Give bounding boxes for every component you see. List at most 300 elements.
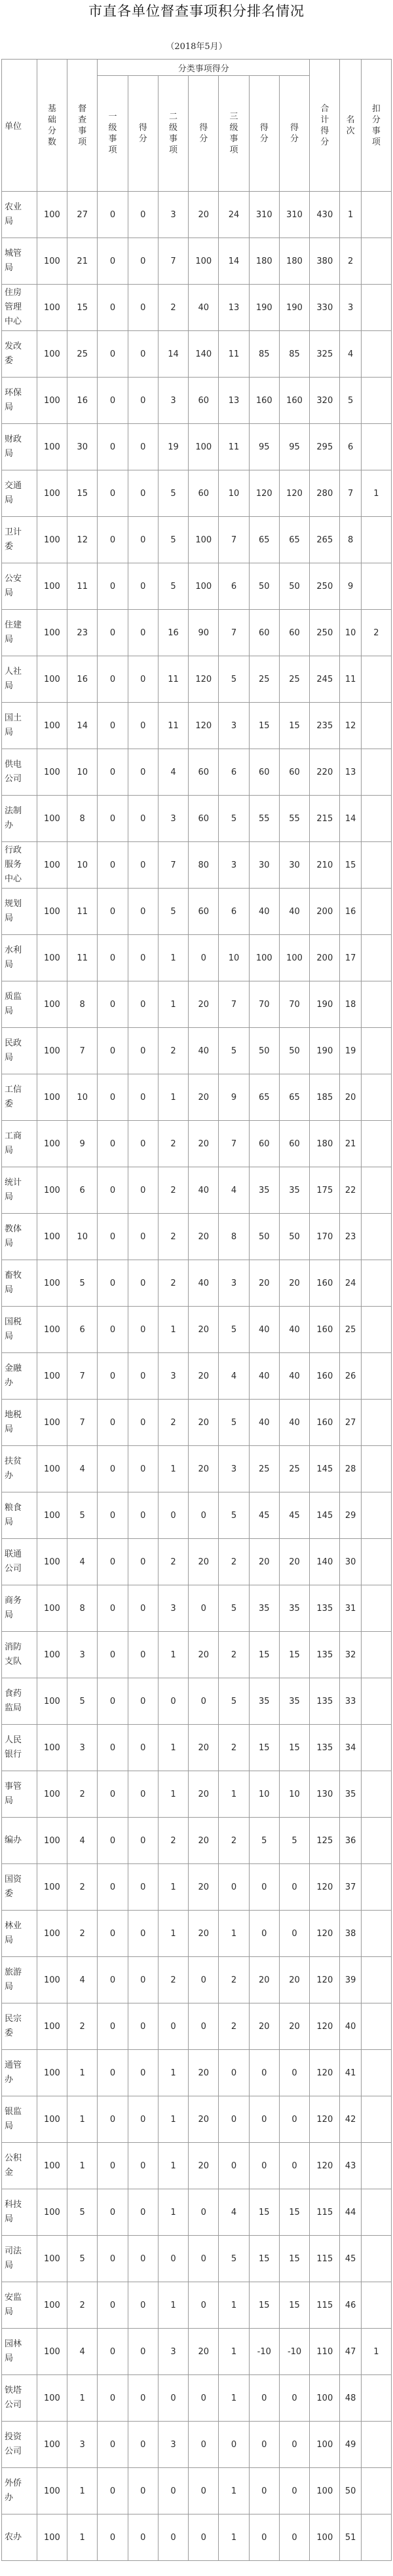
task-count-cell: 1 <box>67 2468 98 2514</box>
level1-items-cell: 0 <box>98 1028 128 1074</box>
subtotal-score-cell: 35 <box>279 1585 309 1632</box>
task-count-cell: 11 <box>67 563 98 610</box>
level1-items-cell: 0 <box>98 703 128 749</box>
level2-score-cell: 60 <box>189 796 219 842</box>
rank-cell: 17 <box>340 935 361 981</box>
level1-items-cell: 0 <box>98 1353 128 1400</box>
base-score-cell: 100 <box>37 1678 67 1725</box>
total-score-cell: 135 <box>310 1725 340 1771</box>
table-row <box>2 1307 392 1353</box>
base-score-cell: 100 <box>37 563 67 610</box>
rank-cell: 14 <box>340 796 361 842</box>
subtotal-score-cell: 0 <box>279 2143 309 2189</box>
level1-score-cell: 0 <box>128 1260 158 1307</box>
level3-score-cell: -10 <box>249 2329 279 2375</box>
base-score-cell: 100 <box>37 2189 67 2236</box>
level2-score-header: 得分 <box>189 76 219 192</box>
table-row <box>2 1167 392 1214</box>
subtotal-score-cell: 0 <box>279 2096 309 2143</box>
level2-score-cell: 20 <box>189 2096 219 2143</box>
level3-items-cell: 10 <box>219 470 249 517</box>
level3-items-cell: 4 <box>219 1353 249 1400</box>
level3-items-cell: 1 <box>219 2514 249 2561</box>
table-row <box>2 285 392 331</box>
total-score-cell: 265 <box>310 517 340 563</box>
level3-items-cell: 13 <box>219 378 249 424</box>
deduction-cell <box>361 1353 391 1400</box>
level3-items-cell: 1 <box>219 2468 249 2514</box>
task-count-cell: 1 <box>67 2514 98 2561</box>
task-count-cell: 8 <box>67 981 98 1028</box>
task-count-cell: 1 <box>67 2050 98 2096</box>
level1-items-cell: 0 <box>98 1864 128 1911</box>
rank-header: 名次 <box>340 60 361 192</box>
level1-score-cell: 0 <box>128 1818 158 1864</box>
table-row <box>2 935 392 981</box>
level1-score-cell: 0 <box>128 2375 158 2422</box>
unit-cell: 金融办 <box>2 1353 37 1400</box>
level3-score-cell: 0 <box>249 2468 279 2514</box>
deduction-cell <box>361 1214 391 1260</box>
task-count-cell: 2 <box>67 2282 98 2329</box>
level1-score-cell: 0 <box>128 1167 158 1214</box>
level3-score-cell: 40 <box>249 1353 279 1400</box>
rank-cell: 33 <box>340 1678 361 1725</box>
unit-cell: 卫计委 <box>2 517 37 563</box>
level1-items-cell: 0 <box>98 1539 128 1585</box>
level2-items-cell: 11 <box>158 656 188 703</box>
task-count-cell: 16 <box>67 656 98 703</box>
deduction-cell <box>361 2468 391 2514</box>
deduction-cell <box>361 1492 391 1539</box>
level2-items-cell: 3 <box>158 192 188 238</box>
total-score-cell: 190 <box>310 1028 340 1074</box>
deduction-cell <box>361 796 391 842</box>
level3-score-cell: 25 <box>249 1446 279 1492</box>
subtotal-score-cell: 60 <box>279 749 309 796</box>
level1-score-cell: 0 <box>128 563 158 610</box>
subtotal-score-cell: 70 <box>279 981 309 1028</box>
total-score-cell: 100 <box>310 2422 340 2468</box>
level3-items-cell: 5 <box>219 1678 249 1725</box>
subtotal-score-cell: 0 <box>279 1864 309 1911</box>
task-count-cell: 25 <box>67 331 98 378</box>
base-score-cell: 100 <box>37 2096 67 2143</box>
deduction-cell <box>361 1400 391 1446</box>
table-row <box>2 424 392 470</box>
total-score-cell: 220 <box>310 749 340 796</box>
unit-cell: 消防支队 <box>2 1632 37 1678</box>
level2-items-cell: 16 <box>158 610 188 656</box>
unit-cell: 外侨办 <box>2 2468 37 2514</box>
level1-items-cell: 0 <box>98 889 128 935</box>
base-score-cell: 100 <box>37 1492 67 1539</box>
level3-items-cell: 3 <box>219 1446 249 1492</box>
unit-cell: 工信委 <box>2 1074 37 1121</box>
subtotal-score-cell: 120 <box>279 470 309 517</box>
base-score-cell: 100 <box>37 1585 67 1632</box>
level1-items-cell: 0 <box>98 1260 128 1307</box>
rank-cell: 38 <box>340 1911 361 1957</box>
task-count-cell: 11 <box>67 889 98 935</box>
rank-cell: 42 <box>340 2096 361 2143</box>
unit-cell: 质监局 <box>2 981 37 1028</box>
level1-score-cell: 0 <box>128 1492 158 1539</box>
subtotal-score-cell: 10 <box>279 1771 309 1818</box>
level1-items-cell: 0 <box>98 424 128 470</box>
level2-items-cell: 11 <box>158 703 188 749</box>
level3-score-cell: 100 <box>249 935 279 981</box>
unit-cell: 安监局 <box>2 2282 37 2329</box>
total-score-cell: 380 <box>310 238 340 285</box>
level1-items-cell: 0 <box>98 1492 128 1539</box>
table-row <box>2 2143 392 2189</box>
base-score-cell: 100 <box>37 1121 67 1167</box>
unit-cell: 国税局 <box>2 1307 37 1353</box>
table-row <box>2 1400 392 1446</box>
subtotal-score-cell: 50 <box>279 1214 309 1260</box>
level1-items-cell: 0 <box>98 2050 128 2096</box>
deduction-cell <box>361 2189 391 2236</box>
level3-items-cell: 5 <box>219 2236 249 2282</box>
level2-score-cell: 100 <box>189 424 219 470</box>
task-count-cell: 1 <box>67 2143 98 2189</box>
level2-score-cell: 100 <box>189 563 219 610</box>
level1-score-cell: 0 <box>128 2003 158 2050</box>
total-score-cell: 250 <box>310 610 340 656</box>
base-score-cell: 100 <box>37 935 67 981</box>
level3-score-cell: 0 <box>249 2050 279 2096</box>
level1-items-cell: 0 <box>98 2514 128 2561</box>
level2-items-cell: 1 <box>158 2096 188 2143</box>
rank-cell: 11 <box>340 656 361 703</box>
total-score-cell: 120 <box>310 2003 340 2050</box>
base-score-cell: 100 <box>37 1028 67 1074</box>
unit-cell: 水利局 <box>2 935 37 981</box>
level1-score-cell: 0 <box>128 1911 158 1957</box>
level3-score-cell: 35 <box>249 1678 279 1725</box>
total-score-cell: 135 <box>310 1632 340 1678</box>
level1-score-cell: 0 <box>128 610 158 656</box>
total-score-cell: 160 <box>310 1353 340 1400</box>
level1-items-cell: 0 <box>98 2329 128 2375</box>
rank-cell: 32 <box>340 1632 361 1678</box>
level1-score-cell: 0 <box>128 285 158 331</box>
level2-items-cell: 4 <box>158 749 188 796</box>
level1-items-cell: 0 <box>98 2236 128 2282</box>
subtotal-score-cell: 15 <box>279 2282 309 2329</box>
total-score-cell: 115 <box>310 2236 340 2282</box>
rank-cell: 43 <box>340 2143 361 2189</box>
table-row <box>2 2282 392 2329</box>
task-count-cell: 4 <box>67 2329 98 2375</box>
base-score-header: 基础分数 <box>37 60 67 192</box>
subtotal-score-cell: 60 <box>279 1121 309 1167</box>
level1-items-cell: 0 <box>98 238 128 285</box>
deduction-cell <box>361 703 391 749</box>
total-score-cell: 115 <box>310 2189 340 2236</box>
base-score-cell: 100 <box>37 656 67 703</box>
subtotal-score-cell: 15 <box>279 703 309 749</box>
deduction-cell <box>361 1028 391 1074</box>
level1-score-cell: 0 <box>128 889 158 935</box>
level1-items-cell: 0 <box>98 517 128 563</box>
level3-score-cell: 15 <box>249 1632 279 1678</box>
rank-cell: 40 <box>340 2003 361 2050</box>
level2-items-cell: 2 <box>158 1260 188 1307</box>
deduction-cell <box>361 1260 391 1307</box>
unit-cell: 投资公司 <box>2 2422 37 2468</box>
table-row <box>2 1632 392 1678</box>
unit-cell: 银监局 <box>2 2096 37 2143</box>
level3-score-cell: 25 <box>249 656 279 703</box>
level3-score-cell: 20 <box>249 1539 279 1585</box>
subtotal-score-cell: 15 <box>279 2189 309 2236</box>
level1-items-cell: 0 <box>98 656 128 703</box>
total-score-cell: 235 <box>310 703 340 749</box>
level3-score-cell: 50 <box>249 563 279 610</box>
unit-cell: 司法局 <box>2 2236 37 2282</box>
unit-cell: 供电公司 <box>2 749 37 796</box>
total-score-cell: 120 <box>310 2096 340 2143</box>
level1-items-cell: 0 <box>98 935 128 981</box>
task-count-cell: 8 <box>67 796 98 842</box>
task-count-cell: 6 <box>67 1167 98 1214</box>
rank-cell: 13 <box>340 749 361 796</box>
level2-score-cell: 0 <box>189 2514 219 2561</box>
table-row <box>2 378 392 424</box>
level3-items-cell: 11 <box>219 331 249 378</box>
level2-items-cell: 0 <box>158 2468 188 2514</box>
unit-cell: 农业局 <box>2 192 37 238</box>
rank-cell: 22 <box>340 1167 361 1214</box>
level1-score-cell: 0 <box>128 1678 158 1725</box>
level1-score-cell: 0 <box>128 1771 158 1818</box>
subtotal-score-cell: 85 <box>279 331 309 378</box>
base-score-cell: 100 <box>37 2003 67 2050</box>
level2-score-cell: 20 <box>189 1214 219 1260</box>
level2-items-cell: 1 <box>158 1632 188 1678</box>
level2-items-cell: 19 <box>158 424 188 470</box>
deduction-cell: 2 <box>361 610 391 656</box>
level2-score-cell: 0 <box>189 1678 219 1725</box>
level3-items-cell: 5 <box>219 796 249 842</box>
task-count-cell: 5 <box>67 2236 98 2282</box>
level3-items-cell: 7 <box>219 981 249 1028</box>
deduction-cell <box>361 1678 391 1725</box>
base-score-cell: 100 <box>37 1446 67 1492</box>
subtotal-score-cell: 40 <box>279 1307 309 1353</box>
deduction-cell <box>361 1167 391 1214</box>
level3-score-cell: 65 <box>249 517 279 563</box>
level2-items-cell: 1 <box>158 1307 188 1353</box>
task-count-cell: 2 <box>67 1864 98 1911</box>
level2-items-cell: 2 <box>158 1121 188 1167</box>
level1-score-cell: 0 <box>128 1957 158 2003</box>
total-score-cell: 330 <box>310 285 340 331</box>
level2-items-cell: 1 <box>158 2143 188 2189</box>
task-count-cell: 6 <box>67 1307 98 1353</box>
level1-score-cell: 0 <box>128 749 158 796</box>
level3-score-cell: 35 <box>249 1167 279 1214</box>
table-row <box>2 656 392 703</box>
level2-items-cell: 1 <box>158 1771 188 1818</box>
level2-items-cell: 0 <box>158 2003 188 2050</box>
level2-score-cell: 20 <box>189 1818 219 1864</box>
base-score-cell: 100 <box>37 1074 67 1121</box>
total-score-header: 合计得分 <box>310 60 340 192</box>
level2-items-cell: 3 <box>158 796 188 842</box>
task-count-cell: 7 <box>67 1028 98 1074</box>
level1-items-cell: 0 <box>98 378 128 424</box>
level2-score-cell: 20 <box>189 1400 219 1446</box>
level2-score-cell: 20 <box>189 1911 219 1957</box>
subtotal-score-cell: 55 <box>279 796 309 842</box>
deduction-cell <box>361 1074 391 1121</box>
table-row <box>2 842 392 889</box>
total-score-cell: 210 <box>310 842 340 889</box>
level3-items-cell: 2 <box>219 1632 249 1678</box>
deduction-cell <box>361 2422 391 2468</box>
rank-cell: 5 <box>340 378 361 424</box>
unit-cell: 国资委 <box>2 1864 37 1911</box>
level3-score-cell: 160 <box>249 378 279 424</box>
level1-score-cell: 0 <box>128 331 158 378</box>
table-row <box>2 1957 392 2003</box>
base-score-cell: 100 <box>37 424 67 470</box>
total-score-cell: 175 <box>310 1167 340 1214</box>
level2-items-cell: 7 <box>158 238 188 285</box>
base-score-cell: 100 <box>37 1771 67 1818</box>
level1-score-cell: 0 <box>128 981 158 1028</box>
level3-items-cell: 0 <box>219 2050 249 2096</box>
page-subtitle: （2018年5月） <box>166 42 227 52</box>
level2-score-cell: 0 <box>189 2375 219 2422</box>
level1-items-cell: 0 <box>98 1074 128 1121</box>
table-row <box>2 749 392 796</box>
subtotal-score-cell: 310 <box>279 192 309 238</box>
level3-score-cell: 20 <box>249 1260 279 1307</box>
base-score-cell: 100 <box>37 1353 67 1400</box>
level2-score-cell: 0 <box>189 1585 219 1632</box>
base-score-cell: 100 <box>37 1864 67 1911</box>
level3-items-cell: 2 <box>219 2003 249 2050</box>
level1-score-cell: 0 <box>128 796 158 842</box>
level3-score-cell: 55 <box>249 796 279 842</box>
subtotal-score-cell: 60 <box>279 610 309 656</box>
level1-items-cell: 0 <box>98 1446 128 1492</box>
base-score-cell: 100 <box>37 331 67 378</box>
unit-cell: 住房管理中心 <box>2 285 37 331</box>
level1-score-cell: 0 <box>128 424 158 470</box>
subtotal-score-cell: 45 <box>279 1492 309 1539</box>
level3-items-cell: 1 <box>219 2282 249 2329</box>
level3-items-cell: 8 <box>219 1214 249 1260</box>
unit-cell: 林业局 <box>2 1911 37 1957</box>
level2-items-cell: 5 <box>158 889 188 935</box>
task-count-cell: 8 <box>67 1585 98 1632</box>
unit-cell: 园林局 <box>2 2329 37 2375</box>
unit-cell: 人民银行 <box>2 1725 37 1771</box>
subtotal-score-cell: 100 <box>279 935 309 981</box>
level2-score-cell: 60 <box>189 889 219 935</box>
level2-score-cell: 60 <box>189 378 219 424</box>
rank-cell: 47 <box>340 2329 361 2375</box>
level3-items-cell: 1 <box>219 2329 249 2375</box>
base-score-cell: 100 <box>37 2143 67 2189</box>
task-count-cell: 5 <box>67 1492 98 1539</box>
table-row <box>2 2189 392 2236</box>
level2-items-cell: 1 <box>158 1911 188 1957</box>
total-score-cell: 135 <box>310 1585 340 1632</box>
unit-cell: 编办 <box>2 1818 37 1864</box>
rank-cell: 2 <box>340 238 361 285</box>
unit-cell: 公安局 <box>2 563 37 610</box>
level2-score-cell: 20 <box>189 981 219 1028</box>
subtotal-score-cell: 65 <box>279 517 309 563</box>
rank-cell: 51 <box>340 2514 361 2561</box>
subtotal-score-cell: 20 <box>279 2003 309 2050</box>
total-score-cell: 170 <box>310 1214 340 1260</box>
task-count-cell: 3 <box>67 1632 98 1678</box>
task-count-cell: 10 <box>67 842 98 889</box>
task-count-cell: 5 <box>67 1260 98 1307</box>
table-row <box>2 1214 392 1260</box>
level3-items-cell: 0 <box>219 2422 249 2468</box>
level2-score-cell: 20 <box>189 1725 219 1771</box>
unit-cell: 国土局 <box>2 703 37 749</box>
level2-items-cell: 5 <box>158 470 188 517</box>
level3-score-cell: 50 <box>249 1028 279 1074</box>
level3-items-cell: 0 <box>219 2096 249 2143</box>
level2-score-cell: 60 <box>189 749 219 796</box>
unit-cell: 事管局 <box>2 1771 37 1818</box>
level1-score-cell: 0 <box>128 517 158 563</box>
total-score-cell: 120 <box>310 1864 340 1911</box>
subtotal-score-cell: 50 <box>279 1028 309 1074</box>
rank-cell: 1 <box>340 192 361 238</box>
task-count-cell: 5 <box>67 1678 98 1725</box>
deduction-cell <box>361 2375 391 2422</box>
total-score-cell: 320 <box>310 378 340 424</box>
level2-score-cell: 20 <box>189 192 219 238</box>
level2-items-cell: 14 <box>158 331 188 378</box>
table-row <box>2 1585 392 1632</box>
level2-score-cell: 20 <box>189 2329 219 2375</box>
level2-score-cell: 0 <box>189 935 219 981</box>
rank-cell: 21 <box>340 1121 361 1167</box>
table-row <box>2 1121 392 1167</box>
rank-cell: 19 <box>340 1028 361 1074</box>
level1-score-cell: 0 <box>128 935 158 981</box>
level3-items-cell: 6 <box>219 889 249 935</box>
total-score-cell: 100 <box>310 2514 340 2561</box>
deduction-header: 扣分事项 <box>361 60 391 192</box>
level1-items-cell: 0 <box>98 470 128 517</box>
level1-items-cell: 0 <box>98 285 128 331</box>
total-score-cell: 115 <box>310 2282 340 2329</box>
table-row <box>2 2050 392 2096</box>
level1-score-cell: 0 <box>128 1539 158 1585</box>
level3-score-cell: 5 <box>249 1818 279 1864</box>
subtotal-score-cell: 25 <box>279 656 309 703</box>
task-count-cell: 5 <box>67 2189 98 2236</box>
unit-cell: 人社局 <box>2 656 37 703</box>
level3-score-cell: 0 <box>249 2375 279 2422</box>
level3-items-cell: 3 <box>219 703 249 749</box>
subtotal-score-cell: 50 <box>279 563 309 610</box>
unit-cell: 通管办 <box>2 2050 37 2096</box>
